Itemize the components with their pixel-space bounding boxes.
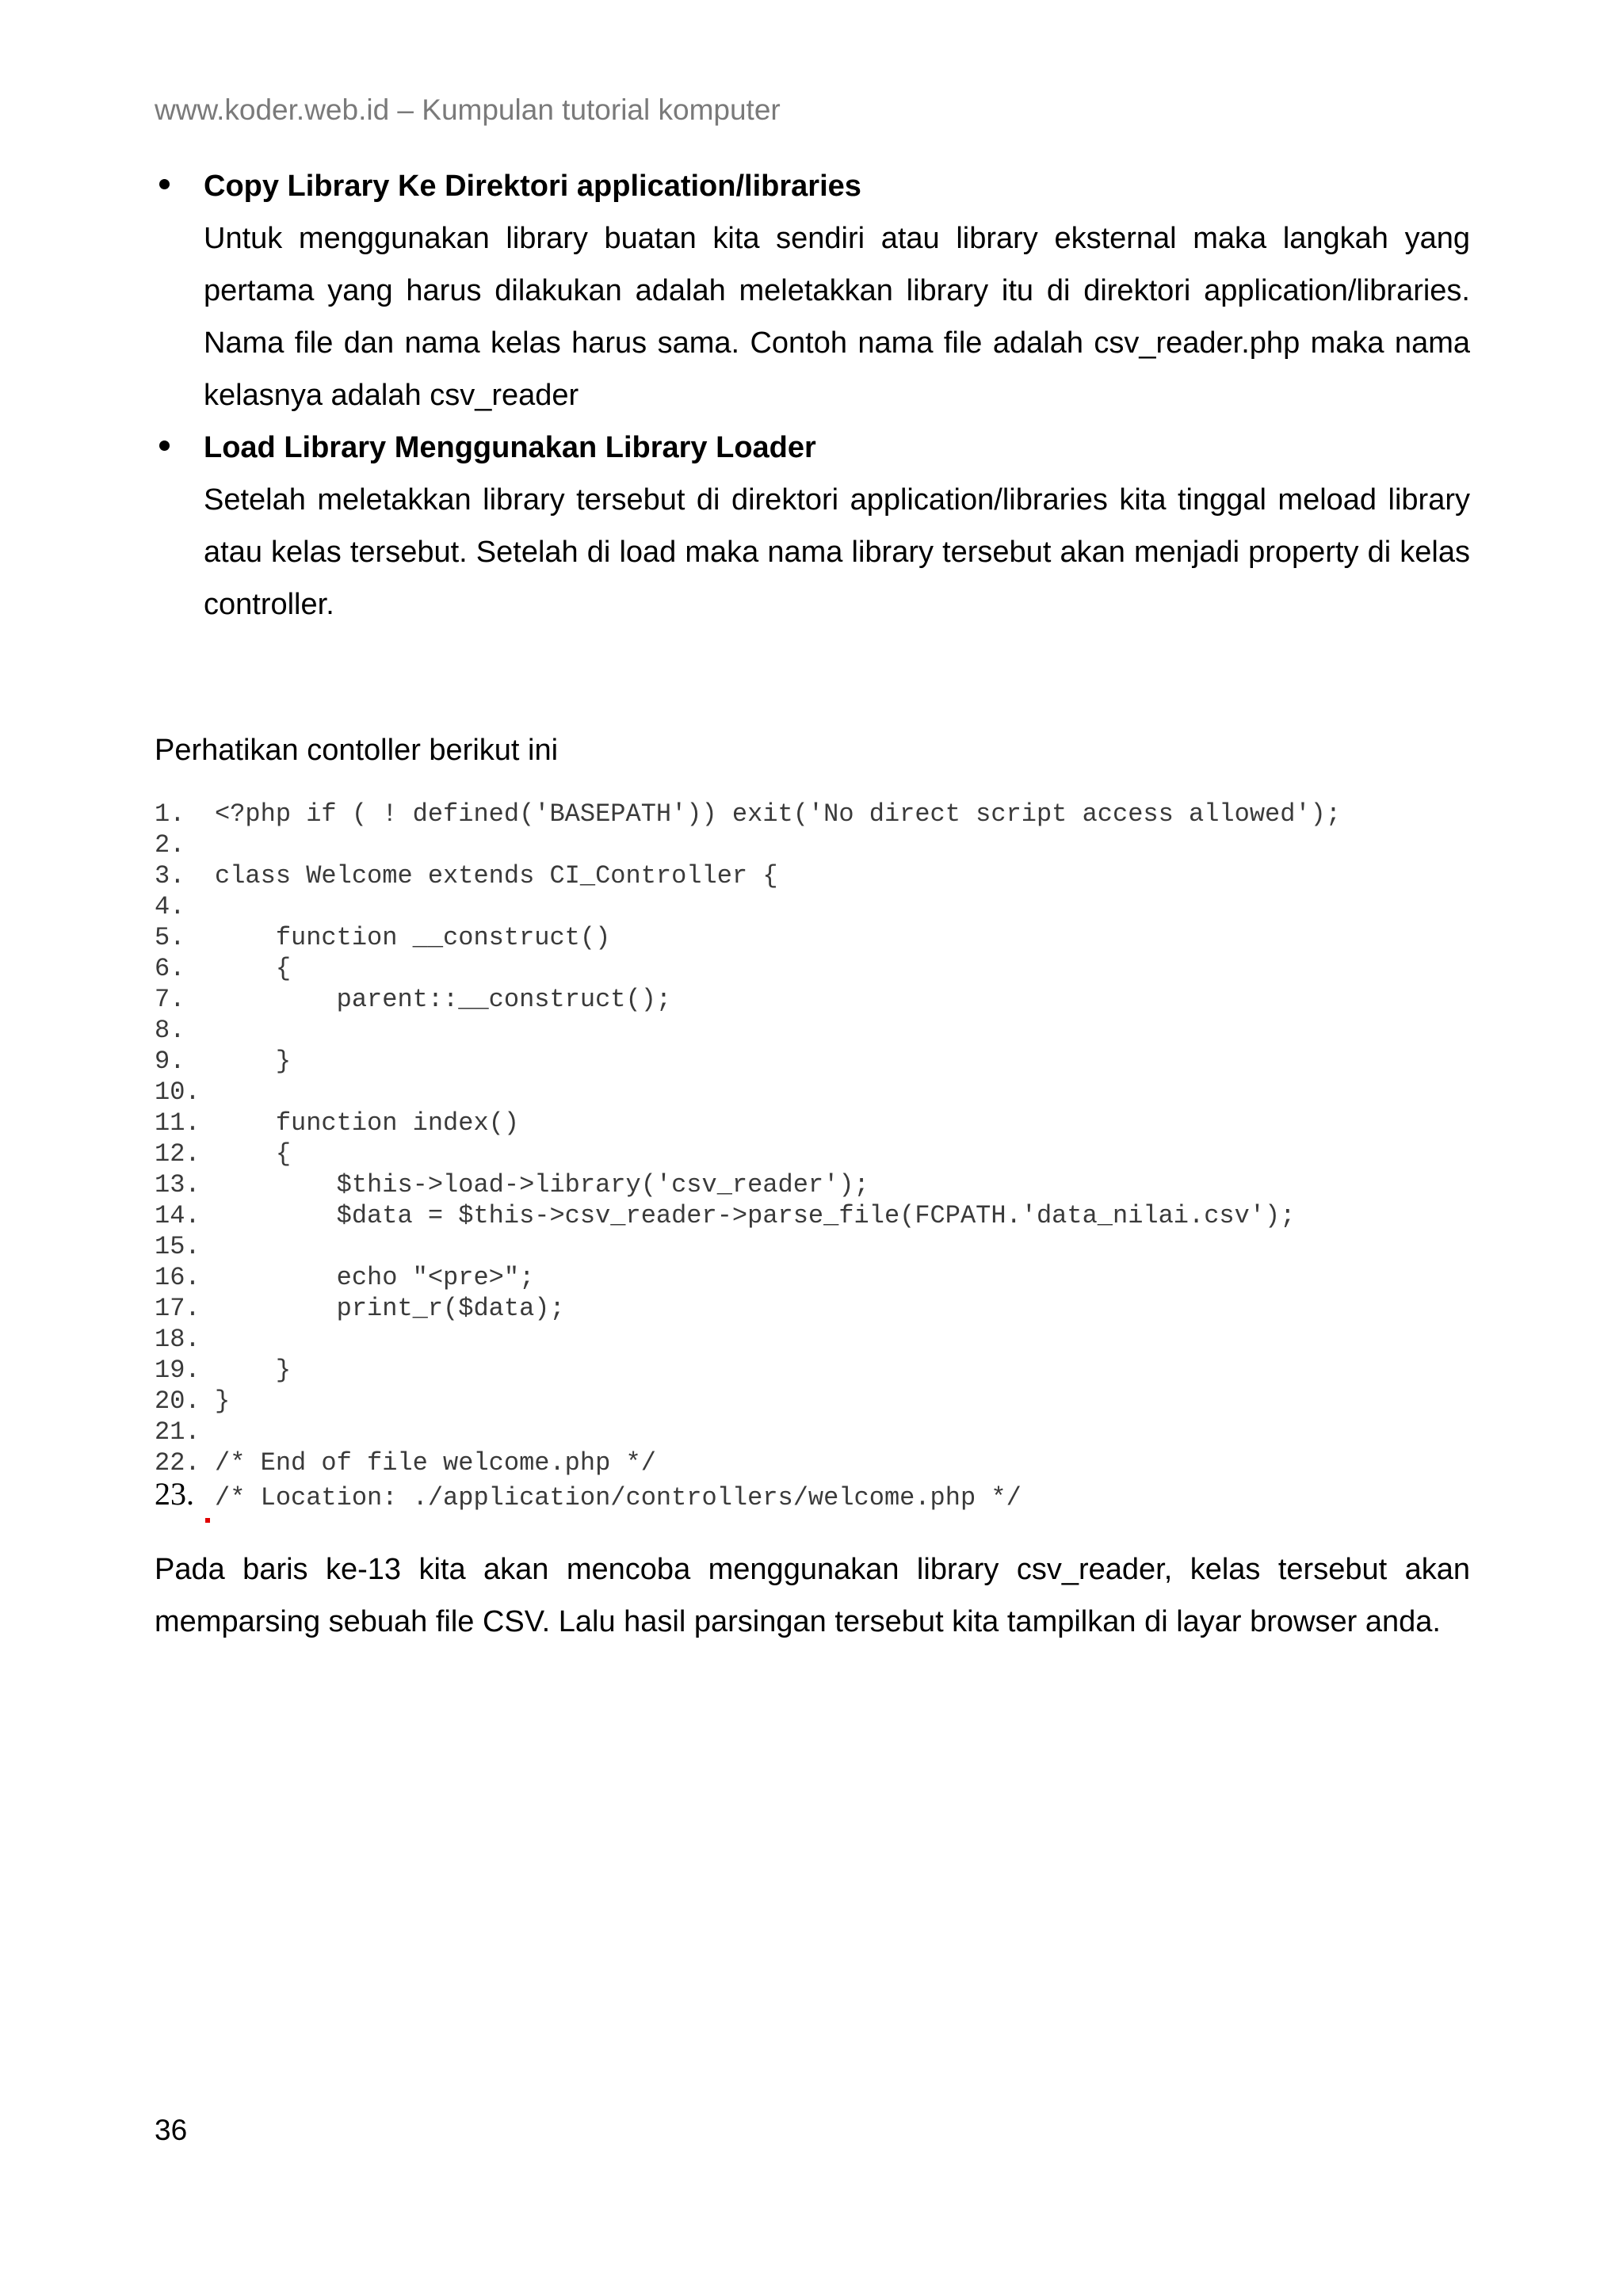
line-number: 5. [155,923,185,952]
bullet-title: Copy Library Ke Direktori application/libraries [204,170,861,203]
code-line [155,1231,1470,1262]
code-listing [155,799,1470,1515]
code-line [155,1478,1470,1515]
line-number: 18. [155,1325,200,1354]
code-text: /* Location: ./application/controllers/welcome.php */ [215,1483,1022,1512]
bullet-title: Load Library Menggunakan Library Loader [204,431,816,464]
code-text: $data = $this->csv_reader->parse_file(FCPATH.'data_nilai.csv'); [215,1201,1296,1230]
line-number: 4. [155,892,185,921]
code-line [155,1324,1470,1355]
line-number: 12. [155,1139,200,1169]
bullet-body: Setelah meletakkan library tersebut di direktori application/libraries kita tinggal meload library atau kelas tersebut. Setelah di load maka nama library tersebut akan menjadi property di kelas controller. [204,483,1470,621]
code-line [155,1108,1470,1138]
line-number: 21. [155,1417,200,1447]
bullet-icon [159,179,170,189]
code-text: echo "<pre>"; [215,1263,535,1292]
line-number: 8. [155,1016,185,1045]
code-line [155,1417,1470,1447]
bullet-body: Untuk menggunakan library buatan kita sendiri atau library eksternal maka langkah yang pertama yang harus dilakukan adalah meletakkan library itu di direktori application/libraries. Nama file dan nama kelas harus sama. Contoh nama file adalah csv_reader.php maka nama kelasnya adalah csv_reader [204,222,1470,412]
intro-text: Perhatikan contoller berikut ini [155,734,559,767]
code-text: print_r($data); [215,1294,565,1323]
closing-paragraph: Pada baris ke-13 kita akan mencoba menggunakan library csv_reader, kelas tersebut akan memparsing sebuah file CSV. Lalu hasil parsingan tersebut kita tampilkan di layar browser anda. [155,1553,1470,1638]
code-line [155,860,1470,891]
code-line [155,799,1470,830]
code-line [155,953,1470,984]
code-text: class Welcome extends CI_Controller { [215,861,778,891]
line-number: 15. [155,1232,200,1261]
code-text: function __construct() [215,923,611,952]
line-number: 17. [155,1294,200,1323]
code-line [155,830,1470,860]
code-text: /* End of file welcome.php */ [215,1448,656,1478]
code-line [155,1169,1470,1200]
line-number: 6. [155,954,185,983]
line-number: 9. [155,1047,185,1076]
line-number: 2. [155,830,185,860]
code-line [155,1386,1470,1417]
code-text: { [215,954,292,983]
code-text: } [215,1356,292,1385]
line-number: 1. [155,799,185,829]
code-line [155,1077,1470,1108]
line-number: 19. [155,1356,200,1385]
code-text: } [215,1386,231,1416]
bullet-icon [159,441,170,451]
code-line [155,1200,1470,1231]
code-line [155,1015,1470,1046]
code-line [155,922,1470,953]
bullet-load-library [155,421,1470,631]
bullet-copy-library [155,160,1470,421]
line-number: 23. [155,1476,194,1512]
page-header: www.koder.web.id – Kumpulan tutorial komputer [155,93,781,126]
red-mark [205,1518,210,1523]
code-line [155,1262,1470,1293]
line-number: 22. [155,1448,200,1478]
code-line [155,1138,1470,1169]
code-line [155,1447,1470,1478]
code-line [155,1046,1470,1077]
code-text: function index() [215,1108,520,1138]
line-number: 10. [155,1077,200,1107]
line-number: 13. [155,1170,200,1199]
line-number: 20. [155,1386,200,1416]
line-number: 3. [155,861,185,891]
page-content [155,160,1470,1648]
code-text: { [215,1139,292,1169]
code-line [155,1355,1470,1386]
code-text: <?php if ( ! defined('BASEPATH')) exit('No direct script access allowed'); [215,799,1342,829]
line-number: 11. [155,1108,200,1138]
line-number: 7. [155,985,185,1014]
code-line [155,891,1470,922]
code-line [155,984,1470,1015]
code-line [155,1293,1470,1324]
line-number: 16. [155,1263,200,1292]
code-text: parent::__construct(); [215,985,672,1014]
code-text: } [215,1047,292,1076]
code-text: $this->load->library('csv_reader'); [215,1170,869,1199]
page-number: 36 [155,2114,188,2146]
line-number: 14. [155,1201,200,1230]
